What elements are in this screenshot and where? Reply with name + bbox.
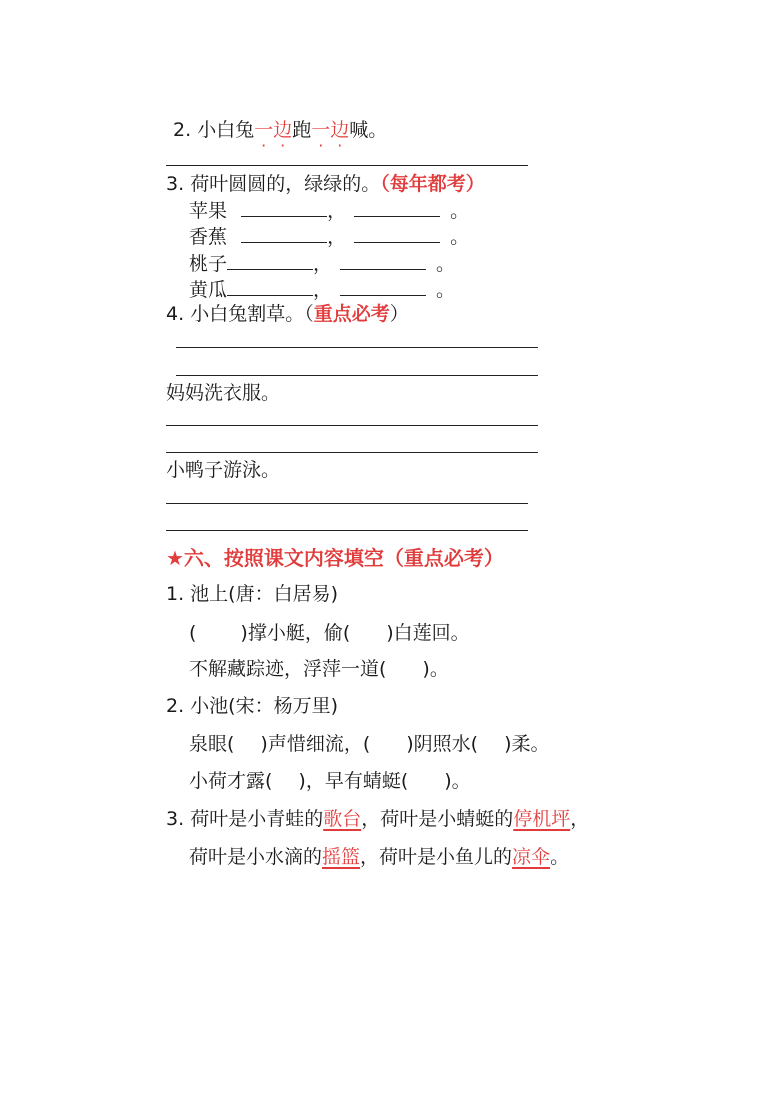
q4-text: 小白兔割草。 (190, 303, 305, 325)
poem1-l1-part: )白莲回。 (386, 622, 470, 644)
item3-text: 。 (550, 846, 570, 868)
poem2-l1-part: )柔。 (504, 733, 550, 755)
row-end: 。 (436, 253, 456, 275)
answer-blank[interactable] (227, 253, 313, 270)
row-label: 苹果 (189, 200, 228, 222)
item3-key-word: 凉伞 (512, 846, 551, 868)
poem1-l1-part: ( (189, 622, 197, 644)
item3-text: ， (570, 808, 590, 830)
q4-tag-close: ） (389, 303, 409, 325)
answer-line[interactable] (166, 425, 538, 426)
q3-row-cucumber (189, 279, 455, 300)
answer-blank[interactable] (241, 200, 327, 217)
poem2-line1 (189, 735, 550, 754)
answer-blank[interactable] (354, 226, 440, 243)
poem2-l1-part: 泉眼( (189, 733, 235, 755)
answer-line[interactable] (166, 452, 538, 453)
answer-line[interactable] (176, 347, 538, 348)
poem1-l2-part: 不解藏踪迹，浮萍一道( (189, 658, 387, 680)
q4-line (166, 305, 409, 324)
item3-number: 3. (166, 808, 185, 830)
q2-emph-1: 一 (254, 119, 274, 141)
answer-blank[interactable] (340, 279, 426, 296)
row-end: 。 (450, 226, 470, 248)
q3-row-banana (189, 226, 469, 247)
poem1-line2 (189, 660, 449, 679)
item3-text: ，荷叶是小蜻蜓的 (361, 808, 514, 830)
q3-row-apple (189, 200, 469, 221)
q2-line (173, 121, 387, 140)
poem2-l2-part: 小荷才露( (189, 770, 273, 792)
item3-key-word: 歌台 (323, 808, 362, 830)
q3-row-peach (189, 253, 455, 274)
item3-line2 (189, 848, 569, 867)
item3-key-word: 停机坪 (513, 808, 571, 830)
poem1-line1 (189, 624, 470, 643)
answer-line[interactable] (166, 503, 528, 504)
row-end: 。 (450, 200, 470, 222)
q2-text-pre: 小白兔 (197, 119, 255, 141)
item3-text: 荷叶是小青蛙的 (190, 808, 324, 830)
poem2-l1-part: )阴照水( (406, 733, 479, 755)
q2-emph-3: 一 (311, 119, 331, 141)
item3-text: ，荷叶是小鱼儿的 (360, 846, 513, 868)
row-label: 黄瓜 (189, 279, 228, 301)
q2-emph-4: 边 (330, 119, 350, 141)
row-comma: ， (313, 253, 333, 275)
answer-blank[interactable] (340, 253, 426, 270)
q4-sentence-2: 妈妈洗衣服。 (166, 382, 281, 404)
poem2-title: 2. 小池(宋：杨万里) (166, 695, 338, 717)
row-comma: ， (313, 279, 333, 301)
q3-number: 3. (166, 173, 185, 195)
q2-text-mid: 跑 (292, 119, 312, 141)
answer-blank[interactable] (227, 279, 313, 296)
row-label: 桃子 (189, 253, 228, 275)
q3-text: 荷叶圆圆的，绿绿的。 (190, 173, 381, 195)
q2-text-post: 喊。 (349, 119, 388, 141)
item3-line1 (166, 810, 589, 829)
q4-number: 4. (166, 303, 185, 325)
row-comma: ， (327, 226, 347, 248)
item3-text: 荷叶是小水滴的 (189, 846, 323, 868)
item3-key-word: 摇篮 (322, 846, 361, 868)
answer-line[interactable] (166, 165, 528, 166)
row-label: 香蕉 (189, 226, 228, 248)
poem2-line2 (189, 772, 471, 791)
row-end: 。 (436, 279, 456, 301)
q4-tag: 重点必考 (313, 303, 390, 325)
q3-tag: （每年都考） (380, 173, 485, 195)
poem2-l2-part: )。 (444, 770, 471, 792)
poem1-title: 1. 池上(唐：白居易) (166, 583, 338, 605)
answer-line[interactable] (166, 530, 528, 531)
answer-line[interactable] (176, 375, 538, 376)
poem1-l2-part: )。 (422, 658, 449, 680)
row-comma: ， (327, 200, 347, 222)
answer-blank[interactable] (354, 200, 440, 217)
q3-line (166, 175, 485, 194)
q2-emph-2: 边 (273, 119, 293, 141)
q4-tag-open: （ (304, 303, 314, 325)
answer-blank[interactable] (241, 226, 327, 243)
poem2-l2-part: )，早有蜻蜓( (298, 770, 409, 792)
q4-sentence-3: 小鸭子游泳。 (166, 459, 281, 481)
poem2-l1-part: )声惜细流，( (260, 733, 371, 755)
section-six-title: ★六、按照课文内容填空（重点必考） (166, 546, 504, 570)
q2-number: 2. (173, 119, 192, 141)
poem1-l1-part: )撑小艇，偷( (240, 622, 351, 644)
